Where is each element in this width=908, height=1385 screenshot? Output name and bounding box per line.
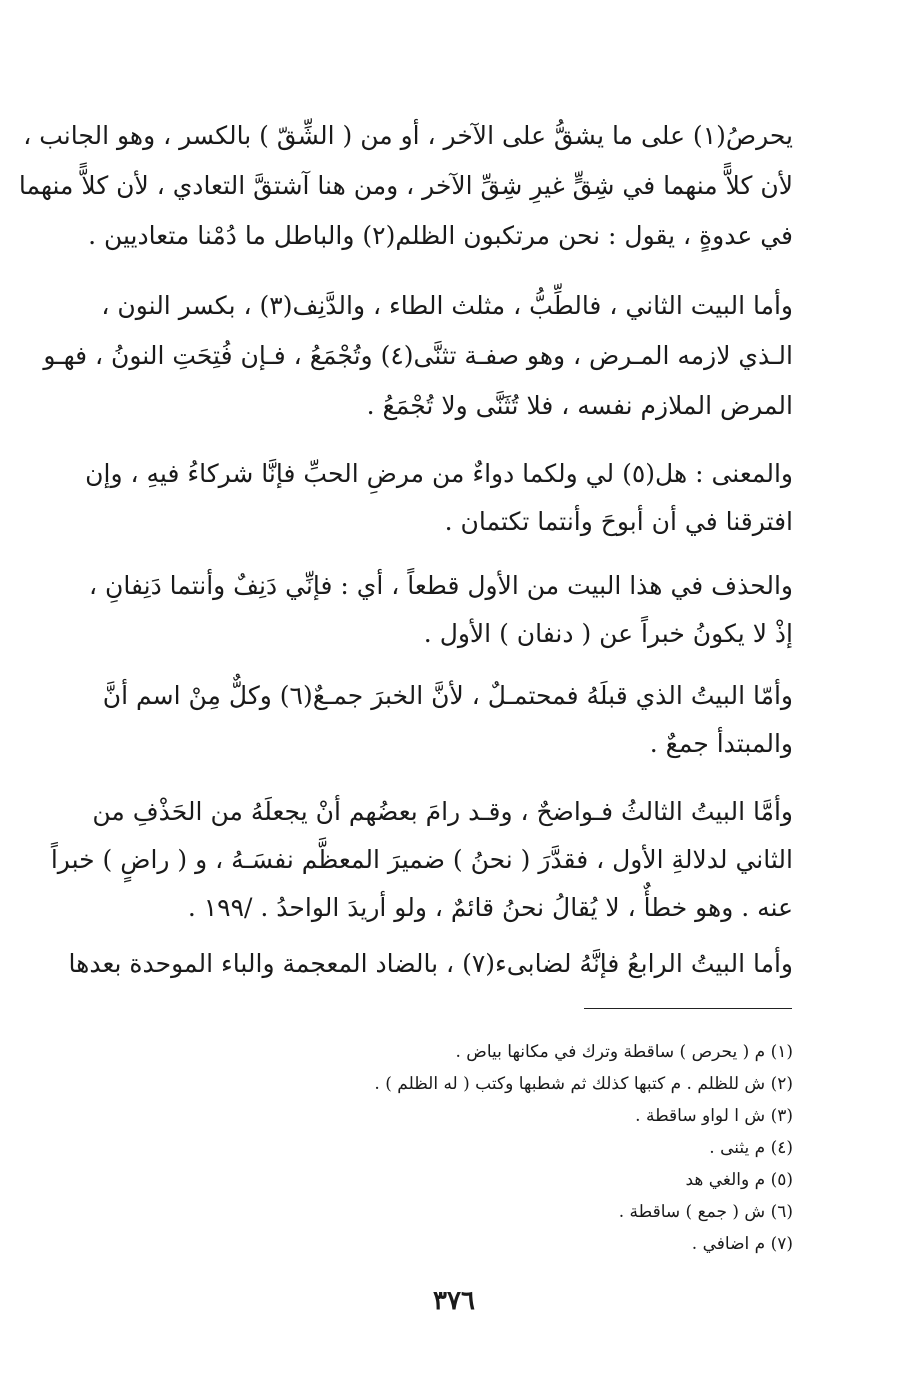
body-line: المرض الملازم نفسه ، فلا تُثَنَّى ولا تُجْمَعُ . xyxy=(366,391,793,420)
body-line: عنه . وهو خطأٌ ، لا يُقالُ نحنُ قائمٌ ، ولو أريدَ الواحدُ . /١٩٩ . xyxy=(187,893,793,922)
body-line: والحذف في هذا البيت من الأول قطعاً ، أي : فإنِّي دَنِفٌ وأنتما دَنِفانِ ، xyxy=(88,571,793,600)
body-line: يحرصُ(١) على ما يشقُّ على الآخر ، أو من ( الشِّقّ ) بالكسر ، وهو الجانب ، xyxy=(23,121,793,150)
footnote: (٢) ش للظلم . م كتبها كذلك ثم شطبها وكتب ( له الظلم ) . xyxy=(374,1074,793,1094)
footnote-separator xyxy=(584,1008,792,1009)
footnote: (٣) ش ا لواو ساقطة . xyxy=(635,1106,793,1126)
body-line: إذْ لا يكونُ خبراً عن ( دنفان ) الأول . xyxy=(423,619,793,648)
footnote: (٥) م والغي هد xyxy=(685,1170,793,1190)
body-line: وأما البيتُ الرابعُ فإنَّهُ لضابىء(٧) ، بالضاد المعجمة والباء الموحدة بعدها xyxy=(68,949,793,978)
footnote: (٧) م اضافي . xyxy=(691,1234,793,1254)
body-line: في عدوةٍ ، يقول : نحن مرتكبون الظلم(٢) والباطل ما دُمْنا متعاديين . xyxy=(88,221,793,250)
body-line: الثاني لدلالةِ الأول ، فقدَّرَ ( نحنُ ) ضميرَ المعظَّم نفسَـهُ ، و ( راضٍ ) خبراً xyxy=(50,845,793,874)
body-line: وأمّا البيتُ الذي قبلَهُ فمحتمـلٌ ، لأنَّ الخبرَ جمـعٌ(٦) وكلٌّ مِنْ اسم أنَّ xyxy=(102,681,793,710)
body-line: وأمَّا البيتُ الثالثُ فـواضحٌ ، وقـد رامَ بعضُهم أنْ يجعلَهُ من الحَذْفِ من xyxy=(92,797,793,826)
page-number: ٣٧٦ xyxy=(433,1286,475,1316)
footnote: (١) م ( يحرص ) ساقطة وترك في مكانها بياض . xyxy=(455,1042,793,1062)
body-line: والمبتدأ جمعٌ . xyxy=(649,729,793,758)
body-line: الـذي لازمه المـرض ، وهو صفـة تثنَّى(٤) وتُجْمَعُ ، فـإن فُتِحَتِ النونُ ، فهـو xyxy=(43,341,793,370)
body-line: والمعنى : هل(٥) لي ولكما دواءٌ من مرضِ الحبِّ فإنَّا شركاءُ فيهِ ، وإن xyxy=(85,459,793,488)
body-line: لأن كلاًّ منهما في شِقٍّ غيرِ شِقِّ الآخر ، ومن هنا آشتقَّ التعادي ، لأن كلاًّ منهما xyxy=(18,171,793,200)
body-line: وأما البيت الثاني ، فالطِّبُّ ، مثلث الطاء ، والدَّنِف(٣) ، بكسر النون ، xyxy=(101,291,793,320)
footnote: (٤) م يثنى . xyxy=(709,1138,793,1158)
footnote: (٦) ش ( جمع ) ساقطة . xyxy=(618,1202,793,1222)
body-line: افترقنا في أن أبوحَ وأنتما تكتمان . xyxy=(444,507,793,536)
